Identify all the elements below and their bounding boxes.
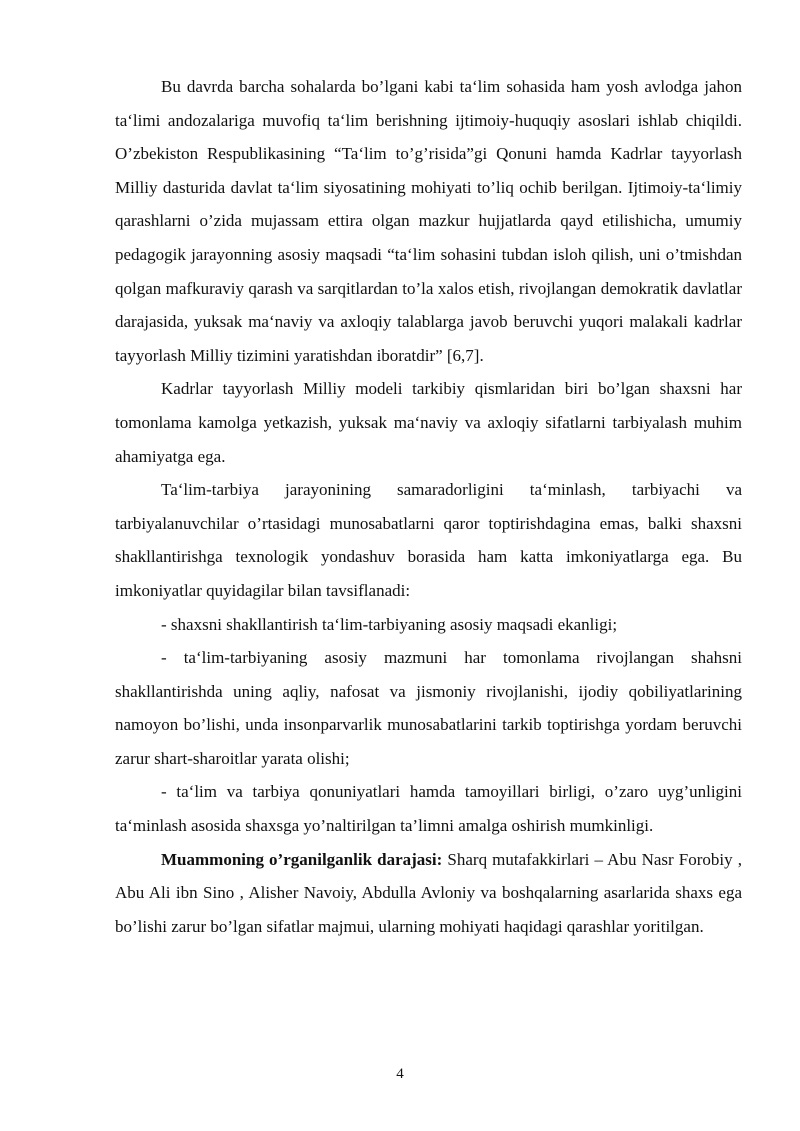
paragraph-personnel-training-model	[115, 372, 742, 473]
paragraph-text: Sharq mutafakkirlari – Abu Nasr Forobiy , Abu Ali ibn Sino , Alisher Navoiy, Abdulla Avloniy va boshqalarning asarlarida shaxs ega bo’lishi zarur bo’lgan sifatlar majmui, ularning mohiyati haqidagi qarashlar yoritilgan.	[115, 849, 742, 936]
paragraph-education-reform	[115, 70, 742, 372]
list-item-text: - ta‘lim va tarbiya qonuniyatlari hamda tamoyillari birligi, o’zaro uyg’unligini ta‘minlash asosida shaxsga yo’naltirilgan ta’limni amalga oshirish mumkinligi.	[115, 782, 742, 836]
list-item-text: - ta‘lim-tarbiyaning asosiy mazmuni har tomonlama rivojlangan shahsni shakllantirishda uning aqliy, nafosat va jismoniy rivojlanishi, ijodiy qobiliyatlarining namoyon bo’lishi, unda insonparvarlik munosabatlarini tarkib toptirishga yordam beruvchi zarur shart-sharoitlar yarata olishi;	[115, 648, 742, 768]
list-item-education-principles	[115, 775, 742, 842]
document-page	[115, 70, 742, 943]
paragraph-text: Kadrlar tayyorlash Milliy modeli tarkibiy qismlaridan biri bo’lgan shaxsni har tomonlama kamolga yetkazish, yuksak ma‘naviy va axloqiy sifatlarni tarbiyalash muhim ahamiyatga ega.	[115, 379, 742, 466]
list-item-text: - shaxsni shakllantirish ta‘lim-tarbiyaning asosiy maqsadi ekanligi;	[161, 614, 618, 634]
list-item-personality-formation	[115, 608, 742, 642]
paragraph-education-effectiveness	[115, 473, 742, 607]
page-number: 4	[396, 1066, 404, 1082]
paragraph-text: Ta‘lim-tarbiya jarayonining samaradorligini ta‘minlash, tarbiyachi va tarbiyalanuvchilar o’rtasidagi munosabatlarni qaror toptirishdagina emas, balki shaxsni shakllantirishga texnologik yondashuv borasida ham katta imkoniyatlarga ega. Bu imkoniyatlar quyidagilar bilan tavsiflanadi:	[115, 480, 742, 600]
paragraph-bold-heading: Muammoning o’rganilganlik darajasi:	[161, 849, 443, 869]
paragraph-research-degree	[115, 843, 742, 944]
paragraph-text: Bu davrda barcha sohalarda bo’lgani kabi ta‘lim sohasida ham yosh avlodga jahon ta‘limi andozalariga muvofiq ta‘lim berishning ijtimoiy-huquqiy asoslari ishlab chiqildi. O’zbekiston Respublikasining “Ta‘lim to’g’risida”gi Qonuni hamda Kadrlar tayyorlash Milliy dasturida davlat ta‘lim siyosatining mohiyati to’liq ochib berilgan. Ijtimoiy-ta‘limiy qarashlarni o’zida mujassam ettira olgan mazkur hujjatlarda qayd etilishicha, umumiy pedagogik jarayonning asosiy maqsadi “ta‘lim sohasini tubdan isloh qilish, uni o’tmishdan qolgan mafkuraviy qarash va sarqitlardan to’la xalos etish, rivojlangan demokratik davlatlar darajasida, yuksak ma‘naviy va axloqiy talablarga javob beruvchi yuqori malakali kadrlar tayyorlash Milliy tizimini yaratishdan iboratdir” [6,7].	[115, 77, 742, 365]
list-item-education-content	[115, 641, 742, 775]
